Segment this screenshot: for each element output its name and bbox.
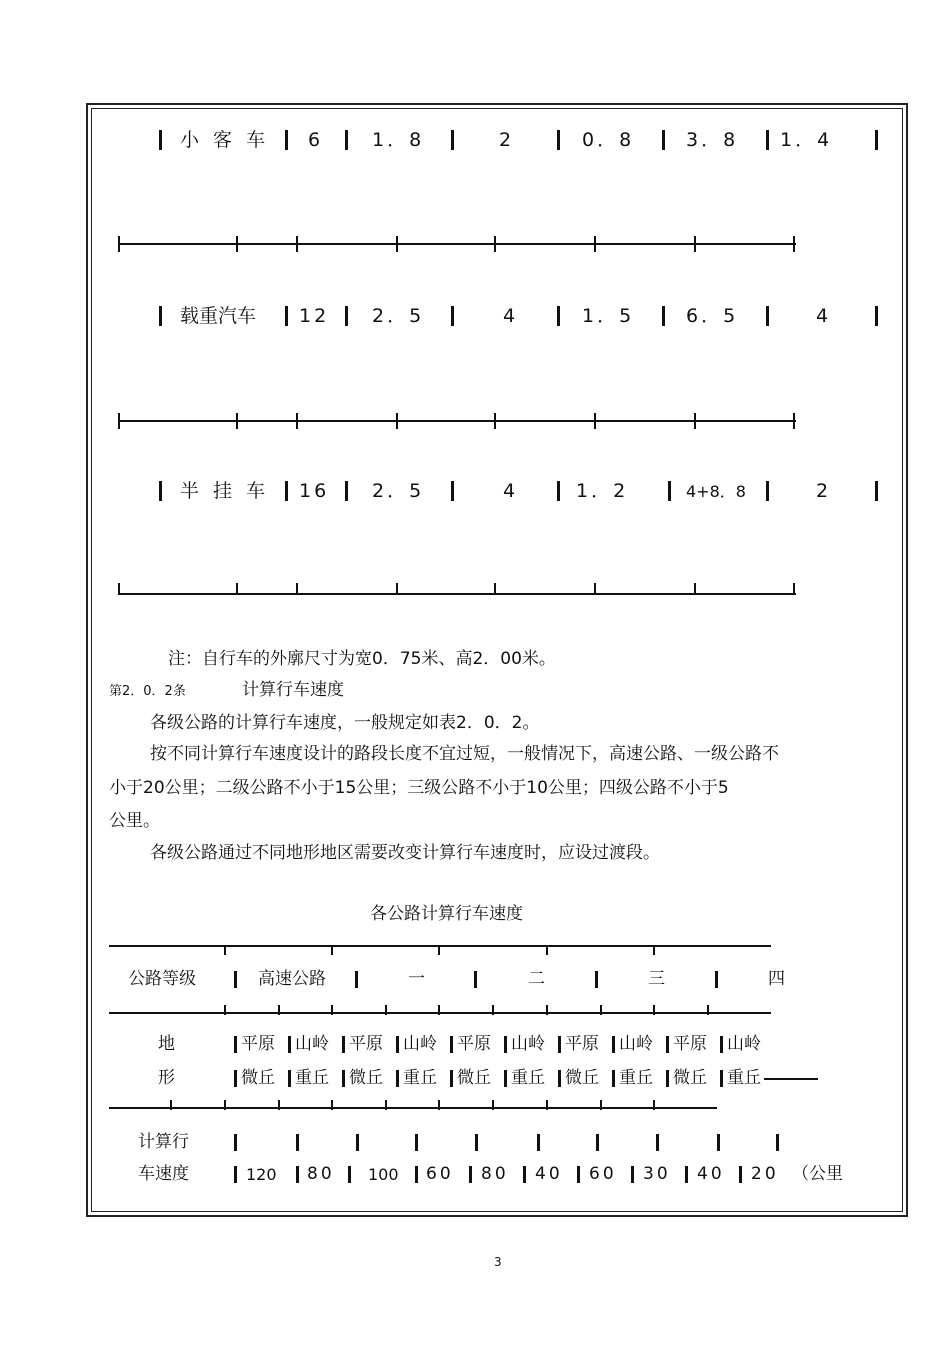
cell-separator [345,130,348,150]
terrain-cell: 重丘 [619,1068,653,1088]
vehicle-cell: 1．8 [372,129,425,151]
cell-separator [557,481,560,501]
section-title: 计算行车速度 [242,680,344,700]
terrain-cell: 平原 [565,1034,599,1054]
speed-unit: （公里 [792,1164,843,1184]
terrain-cell: 平原 [241,1034,275,1054]
speed-cell: 30 [643,1164,671,1184]
vehicle-cell: 0．8 [582,129,635,151]
cell-separator [345,306,348,326]
cell-separator [159,306,162,326]
section-number: 第2．0．2条 [109,684,186,699]
grade-cell: 高速公路 [258,969,326,989]
terrain-cell: 山岭 [403,1034,437,1054]
cell-separator [159,130,162,150]
vehicle-cell: 2．5 [372,305,425,327]
paragraph: 按不同计算行车速度设计的路段长度不宜过短，一般情况下，高速公路、一级公路不 [150,744,779,764]
cell-separator [285,130,288,150]
vehicle-name: 小 客 车 [180,129,270,151]
paragraph: 各级公路的计算行车速度，一般规定如表2．0．2。 [150,713,540,733]
cell-separator [875,306,878,326]
speed-cell: 20 [751,1164,779,1184]
cell-separator [159,481,162,501]
terrain-label: 形 [158,1068,175,1088]
vehicle-cell: 4+8．8 [686,482,746,501]
terrain-cell: 重丘 [403,1068,437,1088]
speed-cell: 80 [481,1164,509,1184]
cell-separator [451,306,454,326]
cell-separator [285,481,288,501]
terrain-cell: 重丘 [511,1068,545,1088]
cell-separator [766,306,769,326]
cell-separator [668,481,671,501]
header-label: 公路等级 [128,969,196,989]
terrain-cell: 山岭 [511,1034,545,1054]
vehicle-cell: 2．5 [372,480,425,502]
speed-cell: 80 [307,1164,335,1184]
terrain-cell: 平原 [349,1034,383,1054]
vehicle-cell: 1．4 [780,129,833,151]
cell-separator [766,130,769,150]
vehicle-cell: 4 [503,480,516,502]
vehicle-cell: 4 [503,305,516,327]
cell-separator [451,130,454,150]
terrain-label: 地 [158,1034,175,1054]
vehicle-cell: 4 [816,305,829,327]
terrain-cell: 山岭 [295,1034,329,1054]
speed-label: 计算行 [138,1132,189,1152]
vehicle-cell: 16 [299,480,330,502]
speed-cell: 100 [368,1165,399,1184]
terrain-cell: 微丘 [457,1068,491,1088]
speed-cell: 120 [246,1165,277,1184]
speed-label: 车速度 [138,1164,189,1184]
speed-cell: 40 [697,1164,725,1184]
cell-separator [662,306,665,326]
paragraph: 各级公路通过不同地形地区需要改变计算行车速度时，应设过渡段。 [150,843,660,863]
cell-separator [451,481,454,501]
speed-cell: 60 [589,1164,617,1184]
vehicle-name: 载重汽车 [180,305,257,327]
vehicle-cell: 6 [308,129,321,151]
terrain-cell: 微丘 [241,1068,275,1088]
cell-separator [285,306,288,326]
terrain-cell: 平原 [457,1034,491,1054]
vehicle-name: 半 挂 车 [180,480,270,502]
grade-cell: 二 [528,969,545,989]
vehicle-cell: 2 [816,480,829,502]
terrain-cell: 平原 [673,1034,707,1054]
vehicle-cell: 3．8 [686,129,739,151]
grade-cell: 三 [648,969,665,989]
cell-separator [345,481,348,501]
cell-separator [875,130,878,150]
speed-cell: 60 [426,1164,454,1184]
paragraph: 小于20公里；二级公路不小于15公里；三级公路不小于10公里；四级公路不小于5 [109,778,729,798]
vehicle-cell: 6．5 [686,305,739,327]
terrain-cell: 微丘 [673,1068,707,1088]
cell-separator [557,130,560,150]
vehicle-cell: 12 [299,305,330,327]
terrain-cell: 微丘 [349,1068,383,1088]
speed-cell: 40 [535,1164,563,1184]
terrain-cell: 重丘 [727,1068,761,1088]
grade-cell: 一 [408,969,425,989]
cell-separator [557,306,560,326]
grade-cell: 四 [768,969,785,989]
page-number: 3 [494,1255,502,1269]
table-title: 各公路计算行车速度 [370,904,523,924]
terrain-cell: 山岭 [619,1034,653,1054]
terrain-cell: 山岭 [727,1034,761,1054]
paragraph: 公里。 [109,811,160,831]
cell-separator [662,130,665,150]
vehicle-cell: 2 [499,129,512,151]
cell-separator [875,481,878,501]
table-note: 注：自行车的外廓尺寸为宽0．75米、高2．00米。 [168,649,556,669]
cell-separator [766,481,769,501]
terrain-cell: 重丘 [295,1068,329,1088]
vehicle-cell: 1．5 [582,305,635,327]
vehicle-cell: 1．2 [576,480,629,502]
terrain-cell: 微丘 [565,1068,599,1088]
